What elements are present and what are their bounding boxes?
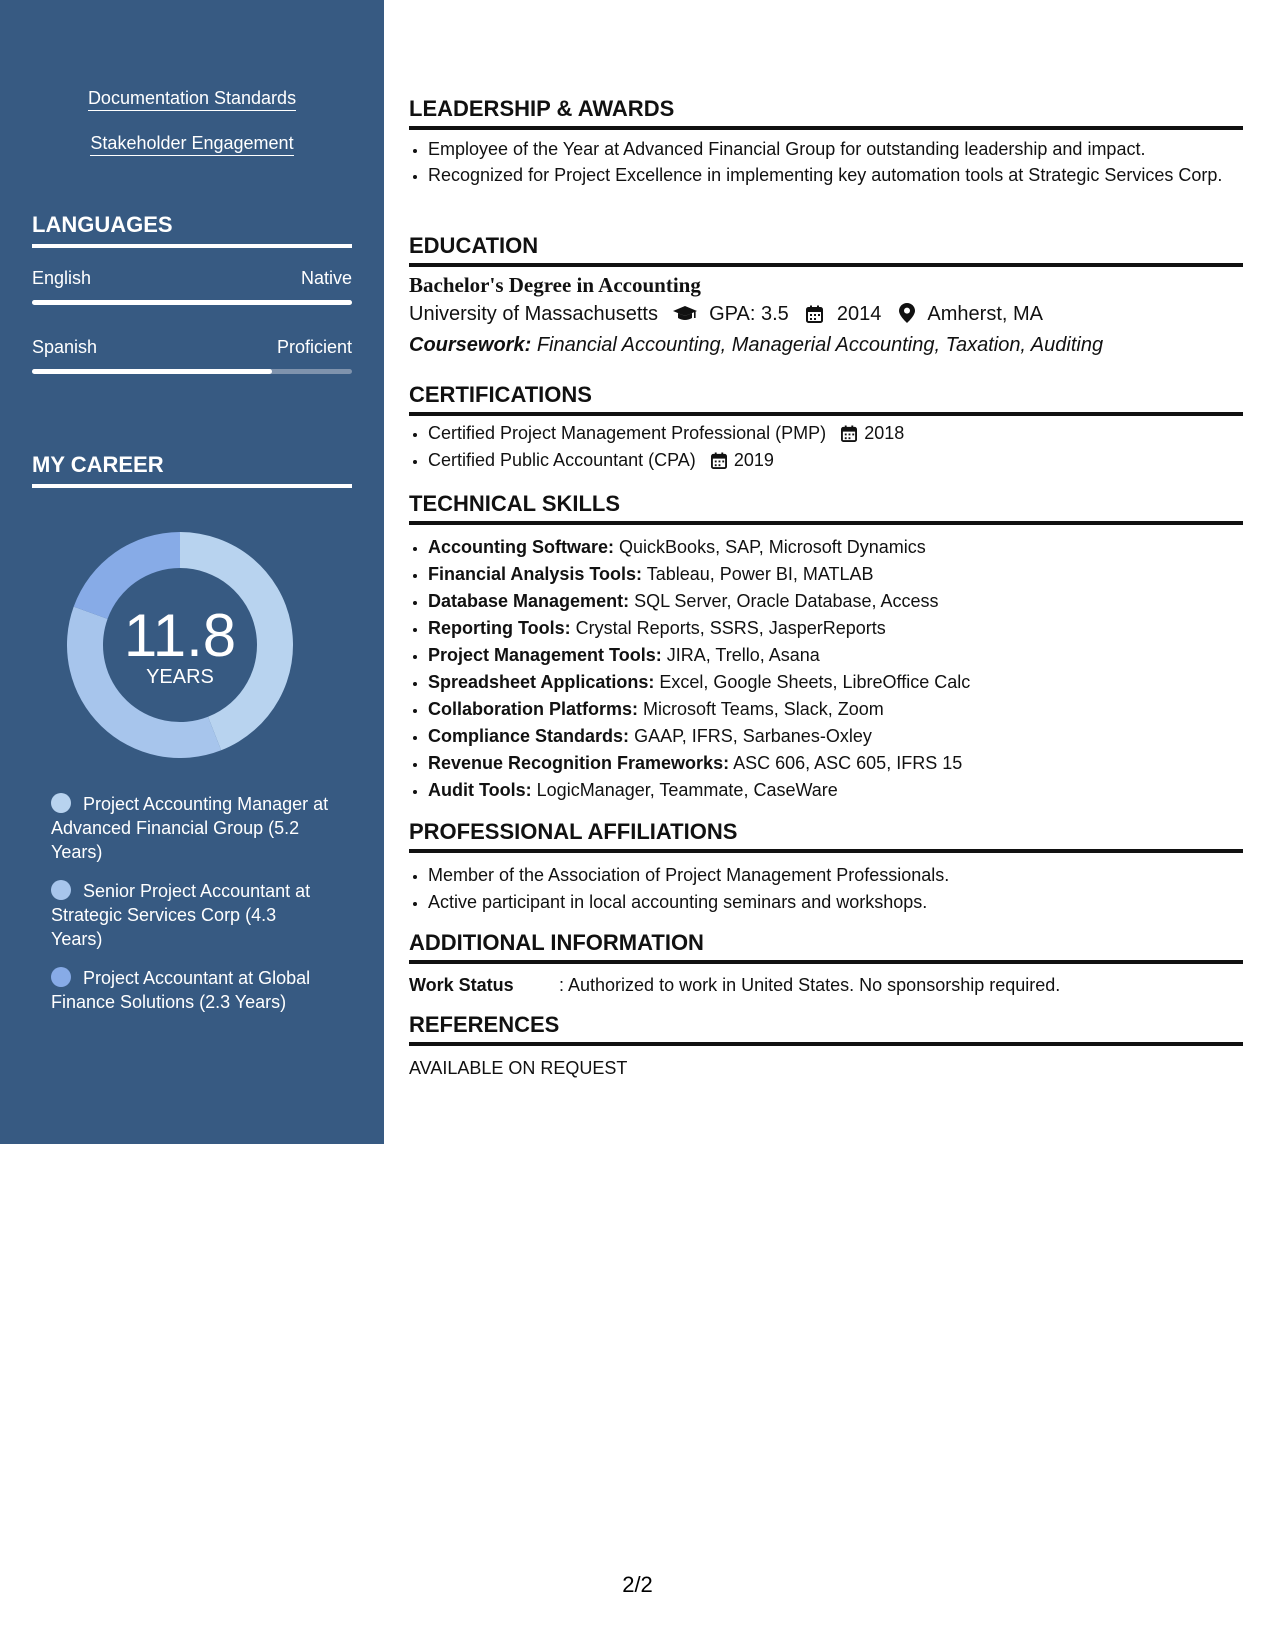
skill-item xyxy=(428,534,1243,561)
list-item: • Member of the Association of Project Management Professionals. xyxy=(428,862,1243,889)
career-item xyxy=(51,966,331,1014)
graduation-cap-icon xyxy=(672,305,698,323)
coursework-label: Coursework: xyxy=(409,334,532,356)
page-number: 2/2 xyxy=(622,1572,653,1597)
certification-item xyxy=(428,420,1243,447)
skill-label: Database Management: xyxy=(428,591,630,611)
career-total-years: 11.8 xyxy=(123,602,237,669)
skill-label: Collaboration Platforms: xyxy=(428,699,639,719)
skill-item xyxy=(428,696,1243,723)
skill-label: Audit Tools: xyxy=(428,780,532,800)
references-text: AVAILABLE ON REQUEST xyxy=(409,1058,628,1078)
skill-label: Accounting Software: xyxy=(428,537,615,557)
career-legend-dot xyxy=(51,793,71,813)
skill-value: Excel, Google Sheets, LibreOffice Calc xyxy=(659,672,971,692)
school-location: Amherst, MA xyxy=(927,303,1043,325)
certification-name: Certified Public Accountant (CPA) xyxy=(428,450,696,470)
skill-value: GAAP, IFRS, Sarbanes-Oxley xyxy=(634,726,872,746)
career-unit-label: YEARS xyxy=(146,666,214,688)
career-legend-dot xyxy=(51,967,71,987)
skill-value: SQL Server, Oracle Database, Access xyxy=(634,591,939,611)
skill-item xyxy=(428,561,1243,588)
skill-item xyxy=(428,588,1243,615)
language-bar-fill xyxy=(32,300,352,305)
language-level: Native xyxy=(300,268,352,288)
language-bar-spanish xyxy=(32,369,352,374)
career-item-text: Project Accountant at Global Finance Solutions (2.3 Years) xyxy=(51,968,311,1012)
affiliations-list xyxy=(409,862,1243,916)
location-pin-icon xyxy=(899,303,915,323)
skill-value: Microsoft Teams, Slack, Zoom xyxy=(643,699,884,719)
list-item: • Active participant in local accounting seminars and workshops. xyxy=(428,889,1243,916)
language-bar-english xyxy=(32,300,352,305)
skill-label: Financial Analysis Tools: xyxy=(428,564,643,584)
career-heading: MY CAREER xyxy=(32,452,352,488)
skill-item xyxy=(428,669,1243,696)
affiliations-heading: PROFESSIONAL AFFILIATIONS xyxy=(409,819,1243,853)
certifications-heading: CERTIFICATIONS xyxy=(409,382,1243,416)
skill-value: JIRA, Trello, Asana xyxy=(666,645,820,665)
coursework xyxy=(409,334,1243,357)
work-status-row xyxy=(409,972,1243,999)
skill-link-documentation-standards[interactable] xyxy=(0,88,384,109)
skill-label: Project Management Tools: xyxy=(428,645,662,665)
additional-info-heading: ADDITIONAL INFORMATION xyxy=(409,930,1243,964)
calendar-icon xyxy=(841,425,857,442)
career-item-text: Senior Project Accountant at Strategic Services Corp (4.3 Years) xyxy=(51,881,311,949)
career-item xyxy=(51,879,331,951)
references-heading: REFERENCES xyxy=(409,1012,1243,1046)
certification-name: Certified Project Management Professional (PMP) xyxy=(428,423,827,443)
calendar-icon xyxy=(711,452,727,469)
skill-label: Revenue Recognition Frameworks: xyxy=(428,753,730,773)
work-status-label: Work Status xyxy=(409,975,514,995)
skill-value: Crystal Reports, SSRS, JasperReports xyxy=(575,618,886,638)
skill-link-label: Documentation Standards xyxy=(88,88,296,111)
skill-label: Reporting Tools: xyxy=(428,618,571,638)
skill-link-stakeholder-engagement[interactable] xyxy=(0,133,384,154)
skill-value: LogicManager, Teammate, CaseWare xyxy=(536,780,838,800)
skill-item xyxy=(428,642,1243,669)
certification-item xyxy=(428,447,1243,474)
technical-skills-list xyxy=(409,534,1243,804)
skill-item xyxy=(428,750,1243,777)
languages-heading: LANGUAGES xyxy=(32,212,352,248)
certification-year: 2019 xyxy=(733,450,774,470)
technical-skills-heading: TECHNICAL SKILLS xyxy=(409,491,1243,525)
career-donut-chart xyxy=(67,532,293,758)
language-bar-fill xyxy=(32,369,272,374)
language-name: Spanish xyxy=(32,337,98,357)
list-item: • Employee of the Year at Advanced Financial Group for outstanding leadership and impact. xyxy=(428,136,1243,163)
language-row-english xyxy=(32,268,352,289)
skill-label: Spreadsheet Applications: xyxy=(428,672,655,692)
calendar-icon xyxy=(806,305,823,323)
education-heading: EDUCATION xyxy=(409,233,1243,267)
school-name: University of Massachusetts xyxy=(409,303,658,325)
sidebar xyxy=(0,0,384,1144)
list-item: • Recognized for Project Excellence in implementing key automation tools at Strategic Services Corp. xyxy=(428,163,1243,187)
skill-item xyxy=(428,777,1243,804)
gpa: GPA: 3.5 xyxy=(709,303,789,325)
education-details xyxy=(409,303,1243,326)
skill-item xyxy=(428,723,1243,750)
skill-link-label: Stakeholder Engagement xyxy=(90,133,293,156)
skill-item xyxy=(428,615,1243,642)
graduation-year: 2014 xyxy=(836,303,882,325)
skill-label: Compliance Standards: xyxy=(428,726,630,746)
language-level: Proficient xyxy=(276,337,352,357)
leadership-heading: LEADERSHIP & AWARDS xyxy=(409,96,1243,130)
work-status-value: : Authorized to work in United States. No sponsorship required. xyxy=(559,975,1061,995)
language-name: English xyxy=(32,268,92,288)
language-row-spanish xyxy=(32,337,352,358)
career-legend-dot xyxy=(51,880,71,900)
career-item-text: Project Accounting Manager at Advanced Financial Group (5.2 Years) xyxy=(51,794,329,862)
certifications-list xyxy=(409,420,1243,474)
career-item xyxy=(51,792,331,864)
skill-value: QuickBooks, SAP, Microsoft Dynamics xyxy=(619,537,926,557)
skill-value: ASC 606, ASC 605, IFRS 15 xyxy=(733,753,963,773)
skill-value: Tableau, Power BI, MATLAB xyxy=(646,564,874,584)
certification-year: 2018 xyxy=(864,423,905,443)
coursework-list: Financial Accounting, Managerial Accounting, Taxation, Auditing xyxy=(536,334,1104,356)
degree-title: Bachelor's Degree in Accounting xyxy=(409,273,701,297)
leadership-list xyxy=(409,136,1243,187)
